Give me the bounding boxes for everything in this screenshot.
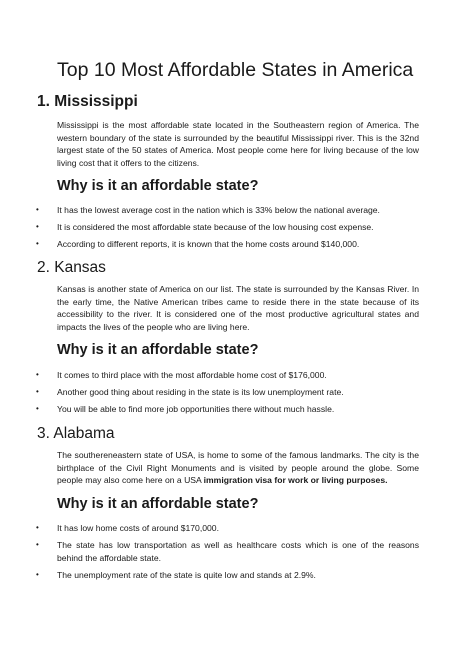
bold-phrase: immigration visa for work or living purposes. bbox=[203, 475, 388, 485]
bullet-icon: • bbox=[36, 205, 39, 214]
list-item: • The state has low transportation as well as healthcare costs which is one of the reasons behind the affordable state. bbox=[36, 540, 419, 563]
section-subheading-kansas: Why is it an affordable state? bbox=[57, 342, 259, 358]
list-item: • You will be able to find more job opportunities there without much hassle. bbox=[36, 404, 335, 414]
bullet-list-alabama bbox=[0, 522, 474, 586]
list-item: • It comes to third place with the most affordable home cost of $176,000. bbox=[36, 370, 327, 380]
section-heading-kansas: 2. Kansas bbox=[37, 259, 106, 276]
bullet-icon: • bbox=[36, 540, 39, 549]
list-item: • Another good thing about residing in the state is its low unemployment rate. bbox=[36, 387, 344, 397]
bullet-icon: • bbox=[36, 239, 39, 248]
bullet-icon: • bbox=[36, 404, 39, 413]
section-paragraph-alabama: The southereneastern state of USA, is home to some of the famous landmarks. The city is the birthplace of the Civil Right Monuments and is visited by people around the globe. Some people may also come here on a USA immigration visa for work or living purposes. bbox=[57, 450, 419, 485]
section-paragraph-kansas: Kansas is another state of America on our list. The state is surrounded by the Kansas River. In the early time, the Native American tribes came to reside there in the state because of its accessibility to the river. It is considered one of the most productive agricultural states and impacts the lives of the people who are living here. bbox=[57, 284, 419, 332]
bullet-list-mississippi bbox=[0, 204, 474, 255]
page-title: Top 10 Most Affordable States in America bbox=[57, 59, 414, 81]
bullet-icon: • bbox=[36, 523, 39, 532]
bullet-icon: • bbox=[36, 370, 39, 379]
bullet-list-kansas bbox=[0, 369, 474, 420]
list-item: • It is considered the most affordable state because of the low housing cost expense. bbox=[36, 222, 374, 232]
section-subheading-mississippi: Why is it an affordable state? bbox=[57, 178, 259, 194]
bullet-icon: • bbox=[36, 222, 39, 231]
list-item: • According to different reports, it is known that the home costs around $140,000. bbox=[36, 239, 360, 249]
section-heading-alabama: 3. Alabama bbox=[37, 425, 115, 442]
bullet-icon: • bbox=[36, 569, 39, 579]
list-item: • The unemployment rate of the state is quite low and stands at 2.9%. bbox=[36, 569, 316, 580]
section-paragraph-mississippi: Mississippi is the most affordable state located in the Southeastern region of America. The western boundary of the state is surrounded by the beautiful Mississippi river. This is the 32nd largest state of the 50 states of America. Most people come here for living because of the low living cost that it offers to the citizens. bbox=[57, 120, 419, 168]
section-heading-mississippi: 1. Mississippi bbox=[37, 93, 138, 110]
bullet-icon: • bbox=[36, 387, 39, 396]
list-item: • It has the lowest average cost in the nation which is 33% below the national average. bbox=[36, 205, 380, 215]
list-item: • It has low home costs of around $170,000. bbox=[36, 523, 219, 533]
section-subheading-alabama: Why is it an affordable state? bbox=[57, 496, 259, 512]
